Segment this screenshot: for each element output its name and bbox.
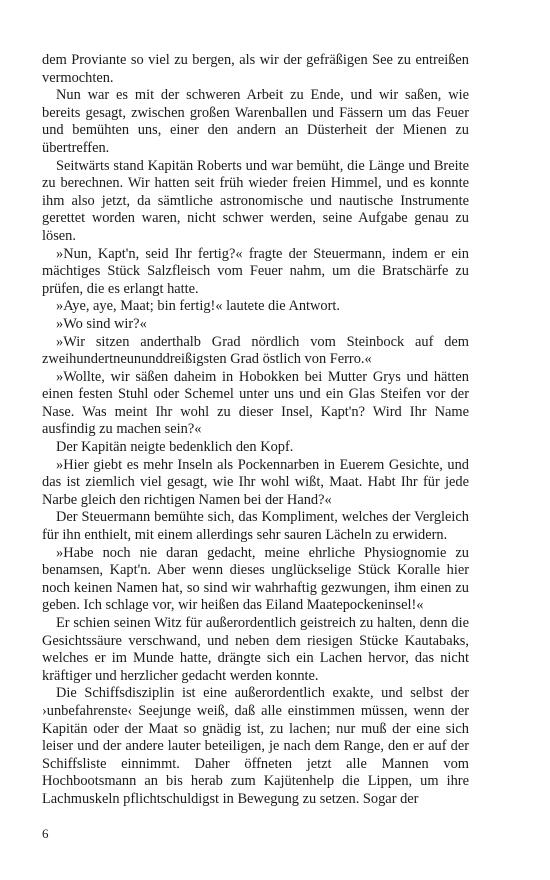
paragraph-10: »Hier giebt es mehr Inseln als Pockennarben in Euerem Gesichte, und das ist ziemlich viel gesagt, wie Ihr wohl wißt, Maat. Habt Ihr für jede Narbe gleich den richtigen Namen bei der Hand?«	[42, 456, 469, 508]
paragraph-3: Seitwärts stand Kapitän Roberts und war bemüht, die Länge und Breite zu berechnen. Wir hatten seit früh wieder freien Himmel, und es konnte ihm also jetzt, da sämtliche astronomische und nautische Instrumente gerettet worden waren, nicht schwer werden, seine Aufgabe genau zu lösen.	[42, 157, 469, 244]
paragraph-4: »Nun, Kapt'n, seid Ihr fertig?« fragte der Steuermann, indem er ein mächtiges Stück Salzfleisch vom Feuer nahm, um die Bratschärfe zu prüfen, die es erlangt hatte.	[42, 245, 469, 297]
paragraph-9: Der Kapitän neigte bedenklich den Kopf.	[56, 439, 294, 456]
paragraph-12: »Habe noch nie daran gedacht, meine ehrliche Physiognomie zu benamsen, Kapt'n. Aber wenn dieses unglückselige Stück Koralle hier noch keinen Namen hat, so sind wir wahrhaftig gezwungen, ihm einen zu geben. Ich schlage vor, wir heißen das Eiland Maatepockeninsel!«	[42, 544, 469, 614]
paragraph-8: »Wollte, wir säßen daheim in Hobokken bei Mutter Grys und hätten einen festen Stuhl oder Schemel unter uns und ein Glas Steifen vor der Nase. Was meint Ihr wohl zu dieser Insel, Kapt'n? Wird Ihr Name ausfindig zu machen sein?«	[42, 368, 469, 438]
body-text	[42, 52, 469, 809]
paragraph-6: »Wo sind wir?«	[56, 315, 147, 332]
paragraph-7: »Wir sitzen anderthalb Grad nördlich vom Steinbock auf dem zweihundertneununddreißigsten Grad östlich von Ferro.«	[42, 333, 469, 368]
page-number: 6	[42, 826, 49, 841]
paragraph-11: Der Steuermann bemühte sich, das Kompliment, welches der Vergleich für ihn enthielt, mit einem allerdings sehr sauren Lächeln zu erwidern.	[42, 509, 469, 544]
paragraph-13: Er schien seinen Witz für außerordentlich geistreich zu halten, denn die Gesichtssäure verschwand, und neben dem riesigen Stücke Kautabaks, welches er im Munde hatte, drängte sich ein Lachen hervor, das nicht kräftiger und herzlicher gedacht werden konnte.	[42, 615, 469, 684]
paragraph-5: »Aye, aye, Maat; bin fertig!« lautete die Antwort.	[56, 298, 341, 315]
paragraph-1: dem Proviante so viel zu bergen, als wir der gefräßigen See zu entreißen vermochten.	[42, 52, 469, 86]
paragraph-14: Die Schiffsdisziplin ist eine außerordentlich exakte, und selbst der ›unbefahrenste‹ Seejunge weiß, daß alle einstimmen müssen, wenn der Kapitän oder der Maat so gnädig ist, zu lachen; nur muß der eine sich leiser und der andere lauter beteiligen, je nach dem Range, den er auf der Schiffsliste einnimmt. Daher öffneten jetzt alle Mannen vom Hochbootsmann an bis herab zum Kajütenhelp die Lippen, um ihre Lachmuskeln pflichtschuldigst in Bewegung zu setzen. Sogar der	[42, 685, 469, 807]
paragraph-2: Nun war es mit der schweren Arbeit zu Ende, und wir saßen, wie bereits gesagt, zwischen großen Warenballen und Fässern um das Feuer und bemühten uns, einer den andern an Düsterheit der Mienen zu übertreffen.	[42, 87, 469, 156]
